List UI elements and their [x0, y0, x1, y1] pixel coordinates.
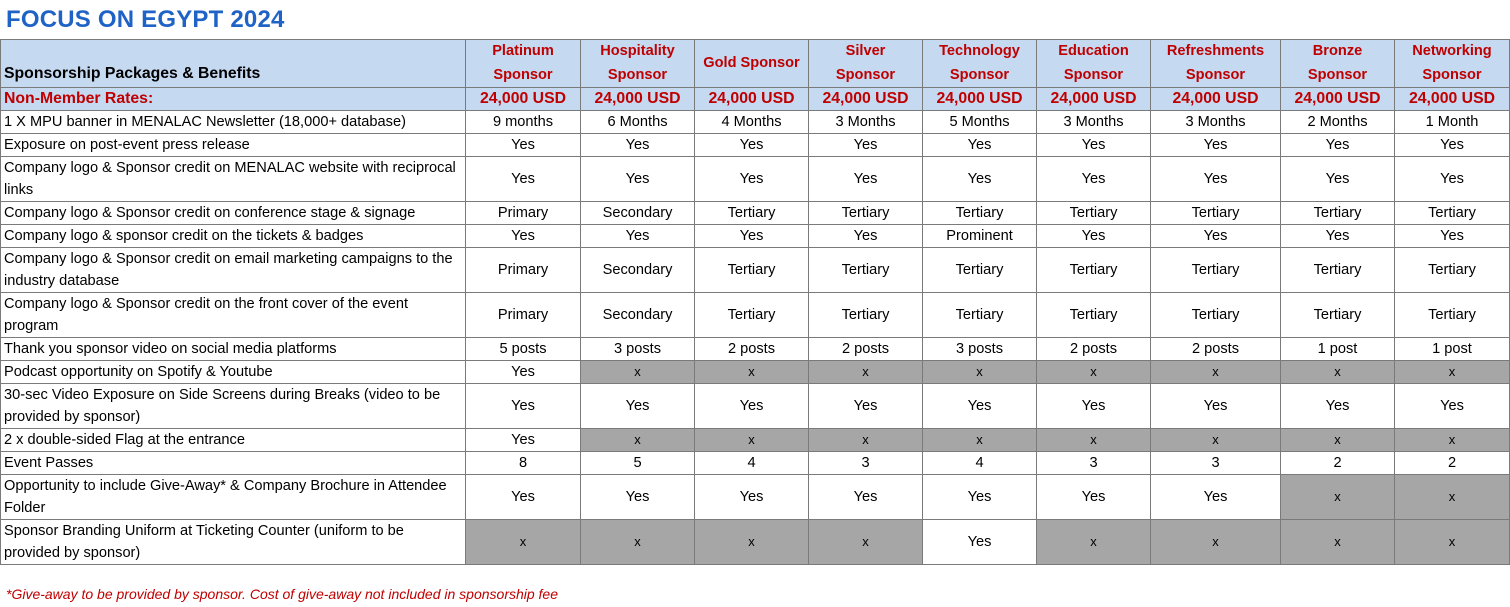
value-cell: 4 — [695, 452, 809, 475]
table-row — [1, 248, 1510, 293]
package-header: Silver Sponsor — [809, 40, 923, 88]
table-row — [1, 134, 1510, 157]
value-cell: Yes — [581, 225, 695, 248]
not-included-cell: x — [581, 361, 695, 384]
not-included-cell: x — [1395, 520, 1510, 565]
benefit-label: Event Passes — [1, 452, 466, 475]
value-cell: Yes — [581, 134, 695, 157]
value-cell: Primary — [466, 293, 581, 338]
not-included-cell: x — [695, 429, 809, 452]
table-row — [1, 202, 1510, 225]
benefit-label: Sponsor Branding Uniform at Ticketing Counter (uniform to be provided by sponsor) — [1, 520, 466, 565]
value-cell: 3 — [1037, 452, 1151, 475]
value-cell: Yes — [466, 361, 581, 384]
value-cell: Yes — [466, 157, 581, 202]
benefit-label: Company logo & Sponsor credit on the front cover of the event program — [1, 293, 466, 338]
benefit-label: 30-sec Video Exposure on Side Screens during Breaks (video to be provided by sponsor) — [1, 384, 466, 429]
value-cell: 1 post — [1281, 338, 1395, 361]
value-cell: 3 posts — [923, 338, 1037, 361]
table-row — [1, 384, 1510, 429]
value-cell: 3 Months — [809, 111, 923, 134]
value-cell: Yes — [809, 225, 923, 248]
value-cell: Tertiary — [1151, 248, 1281, 293]
value-cell: 1 Month — [1395, 111, 1510, 134]
table-row — [1, 429, 1510, 452]
value-cell: Tertiary — [1037, 293, 1151, 338]
rate-cell: 24,000 USD — [923, 88, 1037, 111]
value-cell: Yes — [466, 134, 581, 157]
not-included-cell: x — [581, 429, 695, 452]
value-cell: 4 Months — [695, 111, 809, 134]
rate-cell: 24,000 USD — [1281, 88, 1395, 111]
value-cell: 3 Months — [1151, 111, 1281, 134]
not-included-cell: x — [1037, 361, 1151, 384]
not-included-cell: x — [1395, 475, 1510, 520]
value-cell: Yes — [581, 157, 695, 202]
rate-cell: 24,000 USD — [1395, 88, 1510, 111]
value-cell: 2 Months — [1281, 111, 1395, 134]
not-included-cell: x — [923, 429, 1037, 452]
value-cell: 2 posts — [1151, 338, 1281, 361]
value-cell: Yes — [581, 475, 695, 520]
value-cell: Tertiary — [1151, 202, 1281, 225]
benefit-label: Thank you sponsor video on social media platforms — [1, 338, 466, 361]
not-included-cell: x — [466, 520, 581, 565]
value-cell: 3 — [809, 452, 923, 475]
value-cell: Tertiary — [809, 293, 923, 338]
table-row — [1, 225, 1510, 248]
rate-cell: 24,000 USD — [466, 88, 581, 111]
page-title: FOCUS ON EGYPT 2024 — [6, 6, 285, 33]
not-included-cell: x — [1151, 361, 1281, 384]
package-header: Technology Sponsor — [923, 40, 1037, 88]
benefit-label: 1 X MPU banner in MENALAC Newsletter (18,000+ database) — [1, 111, 466, 134]
value-cell: Yes — [809, 134, 923, 157]
value-cell: Yes — [1151, 157, 1281, 202]
value-cell: Yes — [1037, 157, 1151, 202]
value-cell: Yes — [1281, 134, 1395, 157]
package-header: Networking Sponsor — [1395, 40, 1510, 88]
value-cell: Primary — [466, 202, 581, 225]
not-included-cell: x — [581, 520, 695, 565]
rate-cell: 24,000 USD — [695, 88, 809, 111]
value-cell: Yes — [695, 225, 809, 248]
value-cell: Yes — [1037, 475, 1151, 520]
benefit-label: Company logo & sponsor credit on the tickets & badges — [1, 225, 466, 248]
rate-cell: 24,000 USD — [809, 88, 923, 111]
value-cell: 2 posts — [695, 338, 809, 361]
package-header: Platinum Sponsor — [466, 40, 581, 88]
benefit-label: Company logo & Sponsor credit on conference stage & signage — [1, 202, 466, 225]
value-cell: Prominent — [923, 225, 1037, 248]
header-row — [1, 40, 1510, 88]
not-included-cell: x — [923, 361, 1037, 384]
value-cell: 3 Months — [1037, 111, 1151, 134]
not-included-cell: x — [1037, 520, 1151, 565]
sponsorship-table — [0, 39, 1510, 565]
value-cell: Yes — [923, 157, 1037, 202]
value-cell: Yes — [1151, 225, 1281, 248]
value-cell: Tertiary — [1281, 293, 1395, 338]
value-cell: Tertiary — [923, 248, 1037, 293]
value-cell: Yes — [1151, 475, 1281, 520]
value-cell: Yes — [1151, 134, 1281, 157]
value-cell: Tertiary — [923, 202, 1037, 225]
value-cell: Yes — [1395, 134, 1510, 157]
value-cell: Yes — [923, 384, 1037, 429]
value-cell: 4 — [923, 452, 1037, 475]
value-cell: 2 — [1281, 452, 1395, 475]
value-cell: Yes — [923, 520, 1037, 565]
value-cell: Yes — [1395, 157, 1510, 202]
value-cell: Tertiary — [1037, 202, 1151, 225]
value-cell: Yes — [809, 157, 923, 202]
value-cell: Yes — [923, 475, 1037, 520]
value-cell: Secondary — [581, 248, 695, 293]
value-cell: Tertiary — [1151, 293, 1281, 338]
not-included-cell: x — [1281, 429, 1395, 452]
packages-benefits-header: Sponsorship Packages & Benefits — [1, 40, 466, 88]
value-cell: Yes — [1037, 384, 1151, 429]
value-cell: 9 months — [466, 111, 581, 134]
value-cell: Yes — [1281, 157, 1395, 202]
value-cell: Tertiary — [1395, 293, 1510, 338]
value-cell: Yes — [1281, 225, 1395, 248]
value-cell: Yes — [466, 475, 581, 520]
value-cell: Tertiary — [695, 293, 809, 338]
benefit-label: Exposure on post-event press release — [1, 134, 466, 157]
benefit-label: Company logo & Sponsor credit on email marketing campaigns to the industry database — [1, 248, 466, 293]
value-cell: Tertiary — [1037, 248, 1151, 293]
value-cell: Yes — [466, 384, 581, 429]
rate-cell: 24,000 USD — [581, 88, 695, 111]
not-included-cell: x — [1281, 361, 1395, 384]
value-cell: Yes — [1395, 384, 1510, 429]
value-cell: 5 — [581, 452, 695, 475]
table-row — [1, 520, 1510, 565]
value-cell: 8 — [466, 452, 581, 475]
value-cell: Tertiary — [923, 293, 1037, 338]
rates-row — [1, 88, 1510, 111]
rates-label: Non-Member Rates: — [1, 88, 466, 111]
package-header: Refreshments Sponsor — [1151, 40, 1281, 88]
not-included-cell: x — [1395, 361, 1510, 384]
value-cell: Yes — [1037, 134, 1151, 157]
value-cell: Tertiary — [1395, 248, 1510, 293]
value-cell: Yes — [1395, 225, 1510, 248]
package-header: Education Sponsor — [1037, 40, 1151, 88]
value-cell: Yes — [695, 157, 809, 202]
not-included-cell: x — [1395, 429, 1510, 452]
table-row — [1, 361, 1510, 384]
not-included-cell: x — [809, 429, 923, 452]
value-cell: Secondary — [581, 202, 695, 225]
value-cell: Yes — [695, 475, 809, 520]
value-cell: Yes — [809, 475, 923, 520]
value-cell: 1 post — [1395, 338, 1510, 361]
value-cell: 3 posts — [581, 338, 695, 361]
value-cell: Tertiary — [809, 202, 923, 225]
table-row — [1, 111, 1510, 134]
benefit-label: Opportunity to include Give-Away* & Company Brochure in Attendee Folder — [1, 475, 466, 520]
not-included-cell: x — [1151, 429, 1281, 452]
table-row — [1, 475, 1510, 520]
table-row — [1, 338, 1510, 361]
value-cell: 5 Months — [923, 111, 1037, 134]
not-included-cell: x — [695, 520, 809, 565]
benefit-label: 2 x double-sided Flag at the entrance — [1, 429, 466, 452]
value-cell: Tertiary — [1395, 202, 1510, 225]
package-header: Gold Sponsor — [695, 40, 809, 88]
value-cell: Yes — [1037, 225, 1151, 248]
value-cell: 2 posts — [1037, 338, 1151, 361]
value-cell: Tertiary — [1281, 248, 1395, 293]
table-row — [1, 293, 1510, 338]
value-cell: Yes — [695, 384, 809, 429]
rate-cell: 24,000 USD — [1151, 88, 1281, 111]
value-cell: Tertiary — [695, 248, 809, 293]
benefit-label: Podcast opportunity on Spotify & Youtube — [1, 361, 466, 384]
not-included-cell: x — [1151, 520, 1281, 565]
not-included-cell: x — [809, 520, 923, 565]
value-cell: Yes — [466, 429, 581, 452]
not-included-cell: x — [1281, 475, 1395, 520]
not-included-cell: x — [695, 361, 809, 384]
value-cell: Yes — [1151, 384, 1281, 429]
not-included-cell: x — [1281, 520, 1395, 565]
benefit-label: Company logo & Sponsor credit on MENALAC website with reciprocal links — [1, 157, 466, 202]
value-cell: Yes — [809, 384, 923, 429]
value-cell: Tertiary — [1281, 202, 1395, 225]
table-row — [1, 452, 1510, 475]
value-cell: Yes — [581, 384, 695, 429]
value-cell: 6 Months — [581, 111, 695, 134]
value-cell: 2 posts — [809, 338, 923, 361]
value-cell: Yes — [695, 134, 809, 157]
table-body — [1, 88, 1510, 565]
value-cell: Secondary — [581, 293, 695, 338]
value-cell: Primary — [466, 248, 581, 293]
value-cell: Yes — [1281, 384, 1395, 429]
package-header: Bronze Sponsor — [1281, 40, 1395, 88]
value-cell: Tertiary — [809, 248, 923, 293]
package-header: Hospitality Sponsor — [581, 40, 695, 88]
rate-cell: 24,000 USD — [1037, 88, 1151, 111]
footnote: *Give-away to be provided by sponsor. Cost of give-away not included in sponsorship fee — [6, 586, 559, 602]
value-cell: Tertiary — [695, 202, 809, 225]
value-cell: Yes — [923, 134, 1037, 157]
not-included-cell: x — [1037, 429, 1151, 452]
value-cell: Yes — [466, 225, 581, 248]
value-cell: 5 posts — [466, 338, 581, 361]
value-cell: 2 — [1395, 452, 1510, 475]
value-cell: 3 — [1151, 452, 1281, 475]
not-included-cell: x — [809, 361, 923, 384]
table-row — [1, 157, 1510, 202]
